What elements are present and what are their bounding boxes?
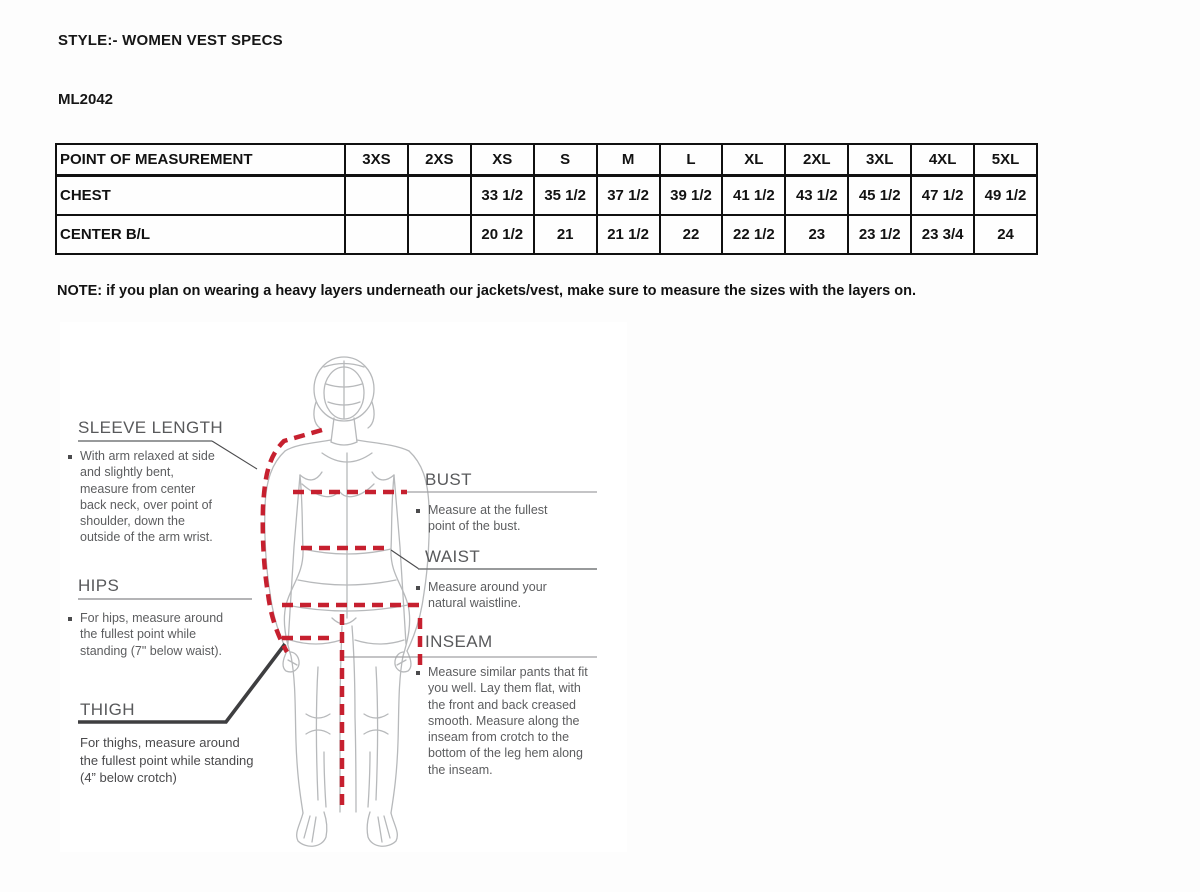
measurement-lines: [263, 430, 420, 806]
hips-description: For hips, measure around the fullest point while standing (7" below waist).: [80, 611, 224, 658]
size-value-cell: 39 1/2: [660, 176, 723, 216]
point-of-measurement-header: POINT OF MEASUREMENT: [56, 144, 345, 176]
size-value-cell: 35 1/2: [534, 176, 597, 216]
page-title: STYLE:- WOMEN VEST SPECS: [58, 32, 283, 49]
bust-description: Measure at the fullest point of the bust.: [428, 503, 548, 534]
waist-description: Measure around your natural waistline.: [428, 580, 547, 611]
size-value-cell: 24: [974, 215, 1037, 254]
size-value-cell: 23: [785, 215, 848, 254]
sleeve-length-description: With arm relaxed at side and slightly bent, measure from center back neck, over point of shoulder, down the outside of the arm wrist.: [80, 449, 215, 545]
style-code: ML2042: [58, 91, 114, 108]
waist-heading: WAIST: [425, 547, 481, 566]
bust-bullet-icon: [416, 509, 420, 513]
size-column-header: 3XL: [848, 144, 911, 176]
measurement-diagram: [60, 322, 627, 852]
inseam-description: Measure similar pants that fit you well. Lay them flat, with the front and back creased smooth. Measure along the inseam from crotch to the bottom of the leg hem along the inseam.: [428, 665, 588, 777]
size-value-cell: 21: [534, 215, 597, 254]
sleeve-measure-line: [263, 430, 322, 652]
size-value-cell: 45 1/2: [848, 176, 911, 216]
size-column-header: 5XL: [974, 144, 1037, 176]
size-column-header: XS: [471, 144, 534, 176]
size-value-cell: 23 1/2: [848, 215, 911, 254]
size-value-cell: 33 1/2: [471, 176, 534, 216]
inseam-heading: INSEAM: [425, 632, 493, 651]
size-table-body: [56, 176, 1037, 255]
size-value-cell: 43 1/2: [785, 176, 848, 216]
size-value-cell: [345, 176, 408, 216]
waist-bullet-icon: [416, 586, 420, 590]
size-column-header: XL: [722, 144, 785, 176]
hips-bullet-icon: [68, 617, 72, 621]
size-column-header: S: [534, 144, 597, 176]
size-column-header: 2XS: [408, 144, 471, 176]
size-column-header: M: [597, 144, 660, 176]
measurement-label-cell: CHEST: [56, 176, 345, 216]
size-column-header: 3XS: [345, 144, 408, 176]
size-table-row: [56, 176, 1037, 216]
size-value-cell: 23 3/4: [911, 215, 974, 254]
sleeve-length-heading: SLEEVE LENGTH: [78, 418, 224, 437]
thigh-description: For thighs, measure around the fullest point while standing (4” below crotch): [80, 735, 254, 786]
mannequin-wireframe: [265, 357, 430, 846]
note-text: NOTE: if you plan on wearing a heavy layers underneath our jackets/vest, make sure to measure the sizes with the layers on.: [57, 283, 917, 299]
size-value-cell: 41 1/2: [722, 176, 785, 216]
size-value-cell: 47 1/2: [911, 176, 974, 216]
thigh-heading: THIGH: [80, 700, 135, 719]
size-value-cell: 49 1/2: [974, 176, 1037, 216]
size-table-header-row: [56, 144, 1037, 176]
size-table: [55, 143, 1038, 255]
measurement-label-cell: CENTER B/L: [56, 215, 345, 254]
size-value-cell: [408, 215, 471, 254]
size-table-head: [56, 144, 1037, 176]
size-value-cell: [408, 176, 471, 216]
size-value-cell: 22 1/2: [722, 215, 785, 254]
inseam-bullet-icon: [416, 671, 420, 675]
size-value-cell: [345, 215, 408, 254]
size-column-header: L: [660, 144, 723, 176]
size-value-cell: 20 1/2: [471, 215, 534, 254]
size-value-cell: 37 1/2: [597, 176, 660, 216]
sleeve-length-bullet-icon: [68, 455, 72, 459]
hips-heading: HIPS: [78, 576, 120, 595]
bust-heading: BUST: [425, 470, 472, 489]
size-value-cell: 22: [660, 215, 723, 254]
size-table-row: [56, 215, 1037, 254]
size-column-header: 4XL: [911, 144, 974, 176]
size-value-cell: 21 1/2: [597, 215, 660, 254]
size-column-header: 2XL: [785, 144, 848, 176]
